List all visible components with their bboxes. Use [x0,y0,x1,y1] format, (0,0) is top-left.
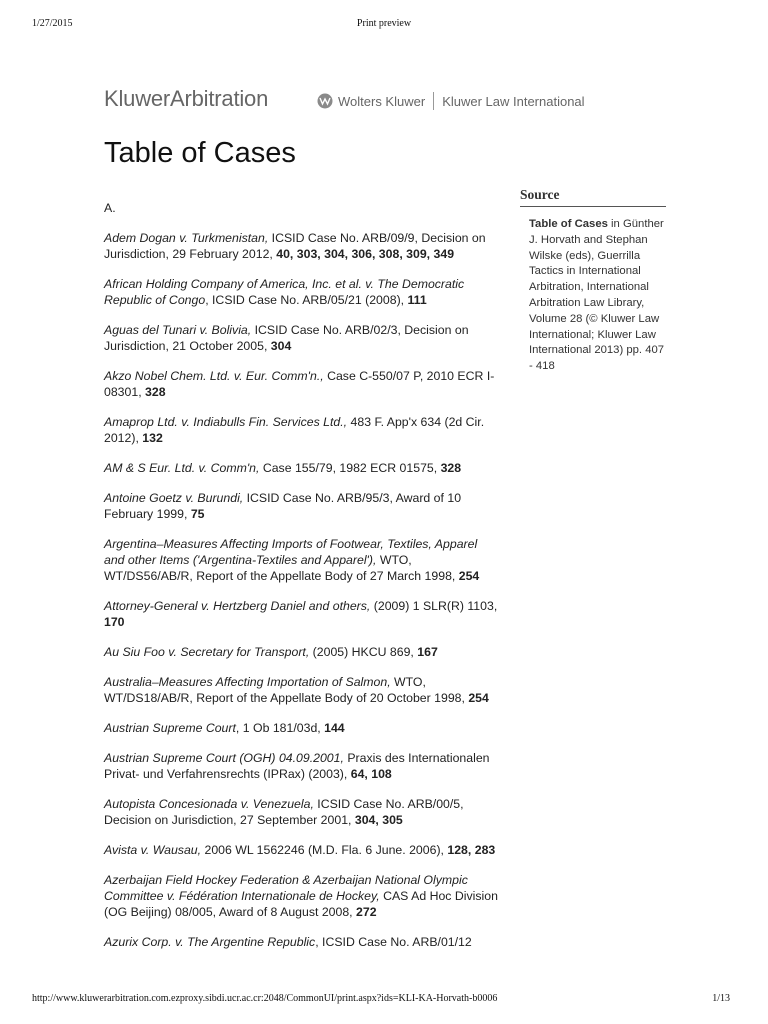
page-title: Table of Cases [104,137,296,169]
case-entry [104,230,498,262]
case-entry [104,842,498,858]
case-name: Argentina–Measures Affecting Imports of Footwear, Textiles, Apparel and other Items ('Argentina-Textiles and Apparel'), [104,537,478,567]
case-name: Austrian Supreme Court [104,721,236,735]
case-name: Amaprop Ltd. v. Indiabulls Fin. Services Ltd., [104,415,348,429]
source-heading: Source [520,187,666,207]
case-pages[interactable]: 75 [190,507,205,521]
case-entry [104,490,498,522]
case-entry [104,644,498,660]
case-name: Attorney-General v. Hertzberg Daniel and others, [104,599,371,613]
case-details: Case 155/79, 1982 ECR 01575, [259,461,441,475]
case-details: 483 F. App'x 634 (2d Cir. 2012), [104,415,485,445]
case-entries [104,230,498,950]
case-entry [104,934,498,950]
cases-list [104,200,498,964]
brand-divider [433,92,434,110]
kluwer-law-international-text: Kluwer Law International [442,93,585,109]
case-entry [104,322,498,354]
case-details: WTO, WT/DS56/AB/R, Report of the Appellate Body of 27 March 1998, [104,553,459,583]
case-entry [104,536,498,584]
case-pages[interactable]: 111 [407,293,427,307]
source-panel [520,187,670,375]
case-pages[interactable]: 40, 303, 304, 306, 308, 309, 349 [276,247,455,261]
wolters-kluwer-logo-icon [317,93,333,109]
case-name: Antoine Goetz v. Burundi, [104,491,244,505]
case-pages[interactable]: 167 [417,645,438,659]
source-title-link[interactable]: Table of Cases [529,218,608,230]
case-details: , ICSID Case No. ARB/01/12 [315,935,472,949]
case-entry [104,750,498,782]
case-pages[interactable]: 272 [356,905,377,919]
case-pages[interactable]: 170 [104,615,125,629]
case-name: African Holding Company of America, Inc. et al. v. The Democratic Republic of Congo [104,277,465,307]
case-pages[interactable]: 254 [458,569,480,583]
brand-kluwer-text: Kluwer [104,86,171,111]
case-name: Avista v. Wausau, [104,843,202,857]
print-date: 1/27/2015 [32,18,73,29]
case-details: Praxis des Internationalen Privat- und Verfahrensrechts (IPRax) (2003), [104,751,490,781]
case-pages[interactable]: 304, 305 [354,813,403,827]
case-pages[interactable]: 144 [324,721,345,735]
case-entry [104,796,498,828]
case-details: CAS Ad Hoc Division (OG Beijing) 08/005, Award of 8 August 2008, [104,889,498,919]
print-preview-label: Print preview [356,18,412,29]
wolters-kluwer-brand [317,92,585,110]
case-pages[interactable]: 304 [270,339,292,353]
case-entry [104,598,498,630]
case-entry [104,368,498,400]
case-details: , ICSID Case No. ARB/05/21 (2008), [205,293,408,307]
case-entry [104,276,498,308]
case-details: ICSID Case No. ARB/09/9, Decision on Jurisdiction, 29 February 2012, [104,231,486,261]
case-entry [104,674,498,706]
case-pages[interactable]: 328 [145,385,166,399]
case-entry [104,872,498,920]
case-details: ICSID Case No. ARB/02/3, Decision on Jurisdiction, 21 October 2005, [104,323,469,353]
source-text: in Günther J. Horvath and Stephan Wilske (eds), Guerrilla Tactics in International Arbitration, International Arbitration Law Library, Volume 28 (© Kluwer Law International; Kluwer Law International 2013) pp. 407 - 418 [529,218,665,373]
case-name: Australia–Measures Affecting Importation of Salmon, [104,675,391,689]
case-name: Au Siu Foo v. Secretary for Transport, [104,645,310,659]
print-footer [0,993,768,1007]
case-details: ICSID Case No. ARB/95/3, Award of 10 February 1999, [104,491,462,521]
kluwer-arbitration-logo[interactable] [104,86,268,112]
source-citation [520,217,670,375]
wolters-kluwer-text: Wolters Kluwer [338,93,426,109]
case-name: Azerbaijan Field Hockey Federation & Azerbaijan National Olympic Committee v. Fédération Internationale de Hockey, [104,873,468,903]
brand-header [104,86,704,116]
case-pages[interactable]: 132 [142,431,163,445]
case-pages[interactable]: 64, 108 [350,767,392,781]
case-details: 2006 WL 1562246 (M.D. Fla. 6 June. 2006), [201,843,448,857]
case-details: (2009) 1 SLR(R) 1103, [370,599,498,613]
case-pages[interactable]: 328 [440,461,462,475]
case-details: Case C-550/07 P, 2010 ECR I-08301, [104,369,495,399]
case-name: Adem Dogan v. Turkmenistan, [104,231,269,245]
print-header [0,18,768,32]
case-pages[interactable]: 128, 283 [447,843,496,857]
case-name: Aguas del Tunari v. Bolivia, [104,323,252,337]
section-letter: A. [104,201,116,215]
case-entry [104,460,498,476]
case-name: Azurix Corp. v. The Argentine Republic [104,935,316,949]
case-name: Autopista Concesionada v. Venezuela, [104,797,314,811]
case-details: ICSID Case No. ARB/00/5, Decision on Jurisdiction, 27 September 2001, [104,797,464,827]
case-details: WTO, WT/DS18/AB/R, Report of the Appellate Body of 20 October 1998, [104,675,469,705]
case-entry [104,414,498,446]
case-pages[interactable]: 254 [468,691,489,705]
brand-arbitration-text: Arbitration [170,86,269,111]
print-page-number: 1/13 [712,993,730,1004]
case-name: Austrian Supreme Court (OGH) 04.09.2001, [104,751,344,765]
case-entry [104,720,498,736]
case-details: , 1 Ob 181/03d, [235,721,325,735]
case-details: (2005) HKCU 869, [309,645,418,659]
case-name: Akzo Nobel Chem. Ltd. v. Eur. Comm'n., [104,369,324,383]
print-url: http://www.kluwerarbitration.com.ezproxy.sibdi.ucr.ac.cr:2048/CommonUI/print.aspx?ids=KLI-KA-Horvath-b0006 [32,993,498,1004]
case-name: AM & S Eur. Ltd. v. Comm'n, [104,461,260,475]
